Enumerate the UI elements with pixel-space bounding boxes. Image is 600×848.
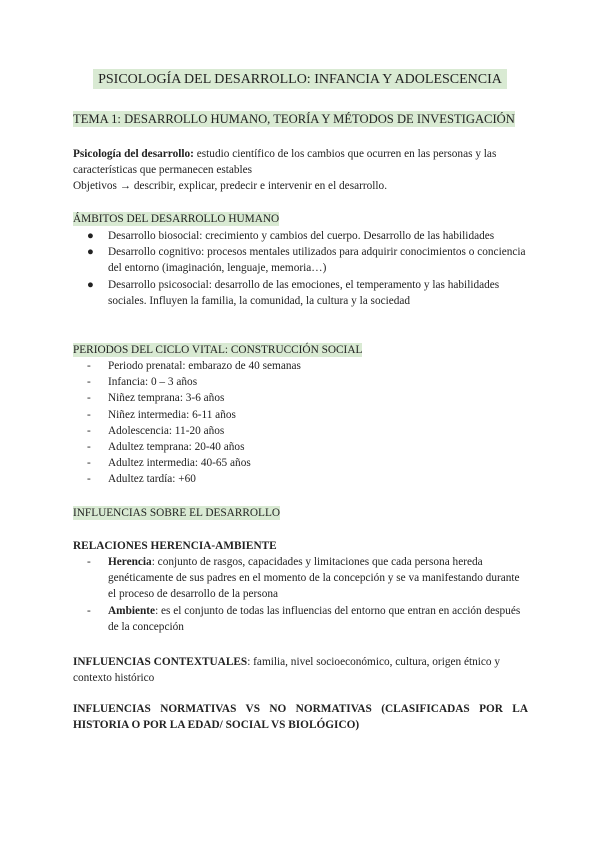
dash-marker: - (87, 457, 91, 470)
ambiente-term: Ambiente (108, 604, 156, 617)
list-item (73, 455, 528, 471)
list-item-text: Niñez temprana: 3-6 años (108, 392, 225, 405)
relaciones-list (73, 554, 528, 635)
list-item (73, 374, 528, 390)
list-item (73, 603, 528, 635)
contextuales-text: : familia, nivel socioeconómico, cultura, origen étnico y contexto histórico (73, 656, 501, 685)
list-item-text: Desarrollo psicosocial: desarrollo de las emociones, el temperamento y las habilidades sociales. Influyen la familia, la comunidad, la cultura y la sociedad (108, 278, 500, 307)
definition-term: Psicología del desarrollo: (73, 148, 194, 160)
list-item-text: Adultez intermedia: 40-65 años (108, 457, 251, 470)
bullet-marker: ● (87, 230, 94, 242)
normativas-heading-text: INFLUENCIAS NORMATIVAS VS NO NORMATIVAS (CLASIFICADAS POR LA HISTORIA O POR LA EDAD/ SOCIAL VS BIOLÓGICO) (73, 703, 528, 732)
list-item-text: Niñez intermedia: 6-11 años (108, 408, 236, 421)
dash-marker: - (87, 424, 91, 437)
dash-marker: - (87, 441, 91, 454)
tema-heading (73, 111, 528, 127)
definition-paragraph (73, 146, 528, 195)
influencias-highlight: INFLUENCIAS SOBRE EL DESARROLLO (73, 507, 281, 519)
dash-marker: - (87, 556, 91, 568)
bullet-marker: ● (87, 246, 94, 259)
list-item-text: Infancia: 0 – 3 años (108, 376, 198, 389)
list-item (73, 407, 528, 423)
dash-marker: - (87, 376, 91, 389)
list-item (73, 423, 528, 439)
periodos-list (73, 358, 528, 488)
definition-text: estudio científico de los cambios que ocurren en las personas y las características que permanecen estables (73, 148, 497, 177)
influencias-heading (73, 505, 528, 521)
list-item (73, 358, 528, 374)
contextuales-paragraph (73, 654, 528, 686)
list-item (73, 471, 528, 487)
ambiente-text: : es el conjunto de todas las influencias del entorno que entran en acción después de la concepción (108, 604, 521, 633)
list-item (73, 277, 528, 309)
list-item-text: Adultez temprana: 20-40 años (108, 441, 245, 454)
list-item (73, 228, 528, 244)
periodos-highlight: PERIODOS DEL CICLO VITAL: CONSTRUCCIÓN SOCIAL (73, 344, 363, 356)
list-item (73, 439, 528, 455)
bullet-marker: ● (87, 278, 94, 291)
document-title (0, 72, 600, 88)
dash-marker: - (87, 360, 91, 372)
objetivos-line: Objetivos → describir, explicar, predecir e intervenir en el desarrollo. (73, 180, 388, 193)
periodos-heading (73, 342, 528, 358)
title-highlight: PSICOLOGÍA DEL DESARROLLO: INFANCIA Y ADOLESCENCIA (93, 69, 507, 89)
ambitos-list (73, 228, 528, 309)
list-item (73, 390, 528, 406)
list-item-text: Adolescencia: 11-20 años (108, 424, 225, 437)
tema-highlight: TEMA 1: DESARROLLO HUMANO, TEORÍA Y MÉTODOS DE INVESTIGACIÓN (73, 112, 515, 126)
list-item-text: Periodo prenatal: embarazo de 40 semanas (108, 360, 301, 372)
list-item (73, 244, 528, 276)
list-item-text: Desarrollo biosocial: crecimiento y cambios del cuerpo. Desarrollo de las habilidades (108, 230, 495, 242)
dash-marker: - (87, 392, 91, 405)
ambitos-heading (73, 211, 528, 227)
contextuales-term: INFLUENCIAS CONTEXTUALES (73, 656, 248, 668)
herencia-term: Herencia (108, 556, 152, 568)
dash-marker: - (87, 408, 91, 421)
herencia-text: : conjunto de rasgos, capacidades y limitaciones que cada persona hereda genéticamente de sus padres en el momento de la concepción y se va manifestando durante el proceso de desarrollo de la persona (108, 556, 520, 601)
list-item-text: Adultez tardía: +60 (108, 473, 196, 486)
relaciones-heading (73, 538, 528, 554)
relaciones-heading-text: RELACIONES HERENCIA-AMBIENTE (73, 540, 277, 552)
dash-marker: - (87, 473, 91, 486)
ambitos-highlight: ÁMBITOS DEL DESARROLLO HUMANO (73, 213, 280, 225)
dash-marker: - (87, 604, 91, 617)
normativas-heading (73, 701, 528, 733)
list-item-text: Desarrollo cognitivo: procesos mentales utilizados para adquirir conocimientos o conciencia del entorno (imaginación, lenguaje, memoria…) (108, 246, 526, 275)
list-item (73, 554, 528, 603)
